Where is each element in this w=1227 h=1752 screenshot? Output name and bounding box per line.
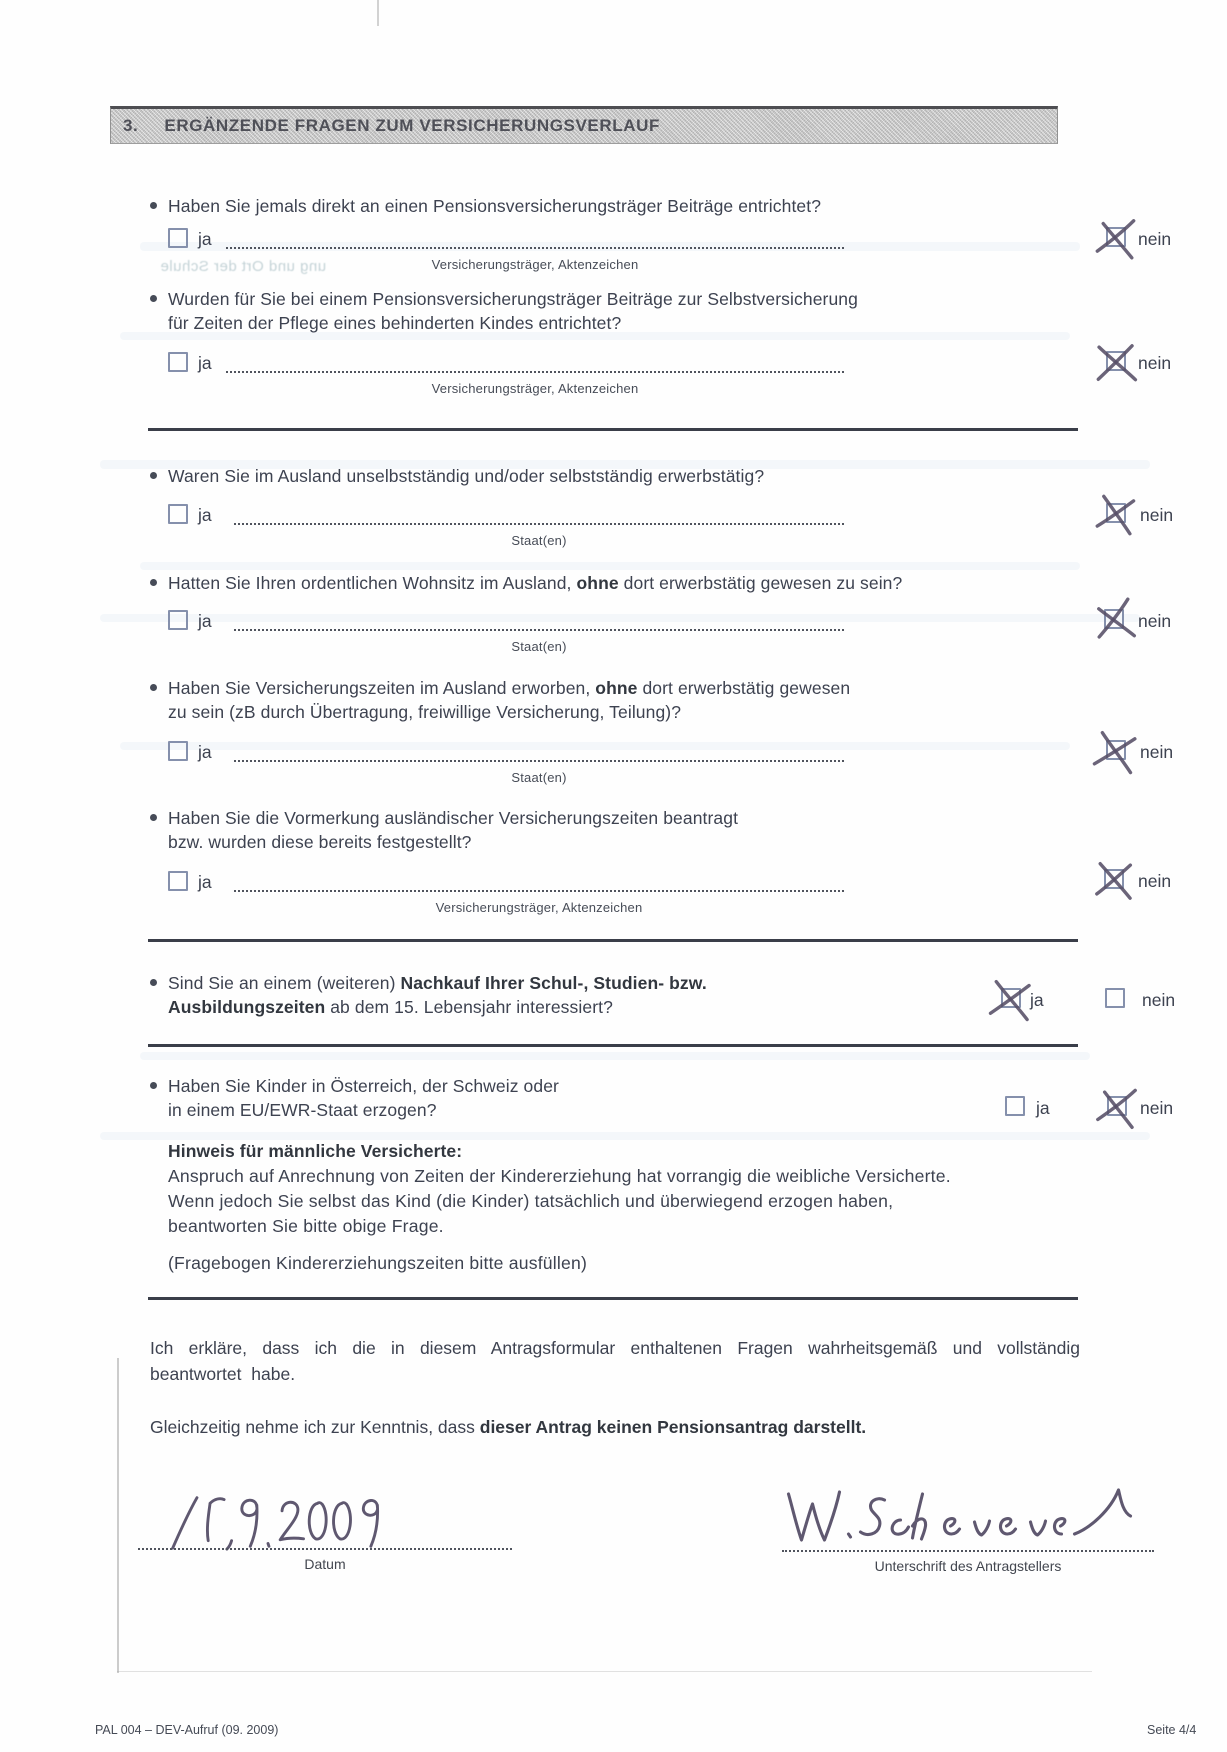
scan-streak	[140, 562, 1080, 570]
question-6-text: Haben Sie die Vormerkung ausländischer Versicherungszeiten beantragt bzw. wurden diese bereits festgestellt?	[168, 808, 739, 852]
q6-answer-line[interactable]	[234, 872, 844, 892]
q3-nein-checkbox[interactable]	[1106, 503, 1126, 523]
scan-streak	[140, 1052, 1090, 1060]
q8-nein-checkbox[interactable]	[1107, 1096, 1127, 1116]
q2-caption: Versicherungsträger, Aktenzeichen	[431, 381, 639, 396]
divider-rule	[148, 428, 1078, 431]
section-title: ERGÄNZENDE FRAGEN ZUM VERSICHERUNGSVERLAUF	[164, 116, 660, 135]
q7-nein-checkbox[interactable]	[1105, 988, 1125, 1008]
q1-answer-line[interactable]	[226, 229, 844, 249]
q6-caption: Versicherungsträger, Aktenzeichen	[435, 900, 643, 915]
q2-nein-checkbox[interactable]	[1106, 351, 1126, 371]
hinweis-title: Hinweis für männliche Versicherte:	[168, 1141, 463, 1161]
bullet-icon	[150, 1082, 157, 1089]
q3-caption: Staat(en)	[511, 533, 567, 548]
q2-ja-checkbox[interactable]	[168, 352, 188, 372]
q3-ja-label: ja	[198, 505, 212, 525]
q4-ja-checkbox[interactable]	[168, 610, 188, 630]
q8-nein-label: nein	[1140, 1098, 1174, 1118]
q6-nein-checkbox[interactable]	[1104, 869, 1124, 889]
q5-nein-checkbox[interactable]	[1106, 740, 1126, 760]
question-1-text: Haben Sie jemals direkt an einen Pensionsversicherungsträger Beiträge entrichtet?	[168, 196, 822, 216]
scan-shadow-line	[117, 1671, 1092, 1672]
q2-nein-label: nein	[1138, 353, 1172, 373]
bullet-icon	[150, 579, 157, 586]
q5-answer-line[interactable]	[234, 742, 844, 762]
q5-ja-checkbox[interactable]	[168, 741, 188, 761]
q4-answer-line[interactable]	[234, 611, 844, 631]
bullet-icon	[150, 684, 157, 691]
q3-nein-label: nein	[1140, 505, 1174, 525]
q7-ja-label: ja	[1030, 990, 1044, 1010]
acknowledgement-line: Gleichzeitig nehme ich zur Kenntnis, dass dieser Antrag keinen Pensionsantrag darstellt.	[150, 1417, 867, 1437]
q1-caption: Versicherungsträger, Aktenzeichen	[431, 257, 639, 272]
q2-answer-line[interactable]	[226, 353, 844, 373]
q4-nein-label: nein	[1138, 611, 1172, 631]
q1-nein-checkbox[interactable]	[1106, 227, 1126, 247]
hinweis-text: Anspruch auf Anrechnung von Zeiten der Kindererziehung hat vorrangig die weibliche Versicherte. Wenn jedoch Sie selbst das Kind (die Kinder) tatsächlich und überwiegend erzogen haben, beantworten Sie bitte obige Frage.	[168, 1166, 951, 1236]
q4-ja-label: ja	[198, 611, 212, 631]
q5-ja-label: ja	[198, 742, 212, 762]
section-number: 3.	[123, 116, 139, 135]
q2-ja-label: ja	[198, 353, 212, 373]
declaration-line2: beantwortet habe.	[150, 1364, 296, 1384]
q7-nein-label: nein	[1142, 990, 1176, 1010]
q1-nein-label: nein	[1138, 229, 1172, 249]
bullet-icon	[150, 814, 157, 821]
question-4-text: Hatten Sie Ihren ordentlichen Wohnsitz im Ausland, ohne dort erwerbstätig gewesen zu sein?	[168, 573, 903, 593]
signature-field-line[interactable]	[782, 1532, 1154, 1552]
form-code: PAL 004 – DEV-Aufruf (09. 2009)	[95, 1723, 279, 1737]
q6-nein-label: nein	[1138, 871, 1172, 891]
q6-ja-label: ja	[198, 872, 212, 892]
date-field-line[interactable]	[138, 1530, 512, 1550]
question-2-text: Wurden für Sie bei einem Pensionsversicherungsträger Beiträge zur Selbstversicherung für Zeiten der Pflege eines behinderten Kindes entrichtet?	[168, 289, 858, 333]
q4-nein-checkbox[interactable]	[1104, 609, 1124, 629]
question-8-text: Haben Sie Kinder in Österreich, der Schweiz oder in einem EU/EWR-Staat erzogen?	[168, 1076, 559, 1120]
bullet-icon	[150, 295, 157, 302]
page-number: Seite 4/4	[1147, 1723, 1197, 1737]
question-3-text: Waren Sie im Ausland unselbstständig und/oder selbstständig erwerbstätig?	[168, 466, 765, 486]
divider-rule	[148, 1297, 1078, 1300]
question-5-text: Haben Sie Versicherungszeiten im Ausland erworben, ohne dort erwerbstätig gewesen zu sein (zB durch Übertragung, freiwillige Versicherung, Teilung)?	[168, 678, 851, 722]
declaration-line1: Ich erkläre, dass ich die in diesem Antragsformular enthaltenen Fragen wahrheitsgemäß und vollständig	[150, 1338, 1080, 1358]
q3-ja-checkbox[interactable]	[168, 504, 188, 524]
q6-ja-checkbox[interactable]	[168, 871, 188, 891]
q8-ja-label: ja	[1036, 1098, 1050, 1118]
bleed-through-text: ung und Ort der Schule	[160, 258, 327, 275]
signature-field-label: Unterschrift des Antragstellers	[874, 1558, 1062, 1574]
q1-ja-label: ja	[198, 229, 212, 249]
section-header	[110, 106, 1058, 144]
scan-crease	[377, 0, 379, 26]
question-7-text: Sind Sie an einem (weiteren) Nachkauf Ihrer Schul-, Studien- bzw. Ausbildungszeiten ab dem 15. Lebensjahr interessiert?	[168, 973, 707, 1017]
divider-rule	[148, 939, 1078, 942]
bullet-icon	[150, 472, 157, 479]
q4-caption: Staat(en)	[511, 639, 567, 654]
bullet-icon	[150, 202, 157, 209]
date-field-label: Datum	[304, 1556, 346, 1572]
scan-edge-line	[117, 1358, 119, 1673]
q5-nein-label: nein	[1140, 742, 1174, 762]
bullet-icon	[150, 979, 157, 986]
hinweis-note: (Fragebogen Kindererziehungszeiten bitte ausfüllen)	[168, 1253, 588, 1273]
q5-caption: Staat(en)	[511, 770, 567, 785]
q8-ja-checkbox[interactable]	[1005, 1096, 1025, 1116]
divider-rule	[148, 1044, 1078, 1047]
q3-answer-line[interactable]	[234, 505, 844, 525]
q7-ja-checkbox[interactable]	[1001, 988, 1021, 1008]
q1-ja-checkbox[interactable]	[168, 228, 188, 248]
